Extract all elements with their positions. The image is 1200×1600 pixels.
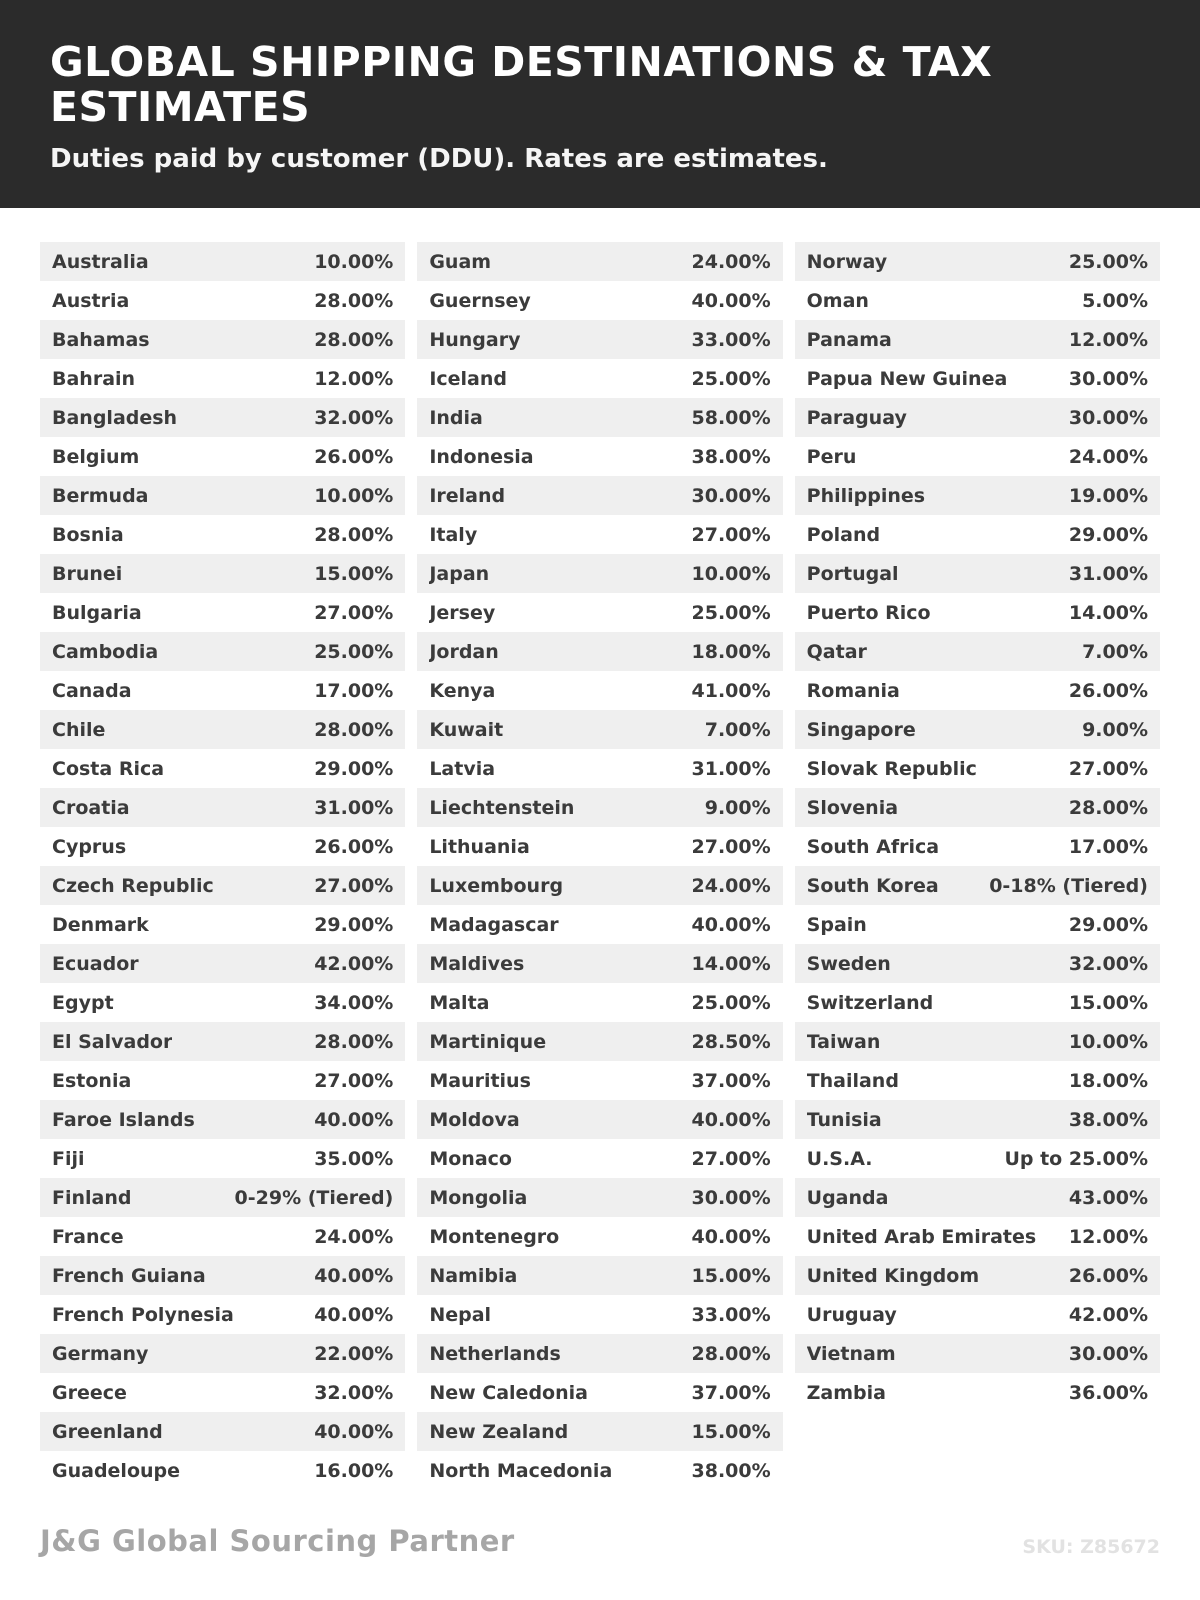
country-label: Slovak Republic <box>806 757 977 780</box>
country-label: Portugal <box>806 562 899 585</box>
rate-value: 40.00% <box>691 913 771 936</box>
table-row <box>417 1022 782 1061</box>
country-label: Brunei <box>52 562 123 585</box>
rate-value: 40.00% <box>314 1303 394 1326</box>
country-label: French Polynesia <box>52 1303 234 1326</box>
rate-value: 37.00% <box>691 1069 771 1092</box>
rate-column-3 <box>795 242 1160 1490</box>
rate-value: 34.00% <box>314 991 394 1014</box>
country-label: Nepal <box>429 1303 492 1326</box>
country-label: Vietnam <box>806 1342 896 1365</box>
table-row <box>795 1334 1160 1373</box>
table-row <box>795 242 1160 281</box>
table-row <box>417 710 782 749</box>
table-row <box>795 866 1160 905</box>
rate-value: 26.00% <box>1068 679 1148 702</box>
rate-value: 28.00% <box>314 523 394 546</box>
table-row <box>417 1412 782 1451</box>
table-row <box>795 281 1160 320</box>
brand-name: J&G Global Sourcing Partner <box>40 1524 515 1558</box>
rate-value: 24.00% <box>691 250 771 273</box>
country-label: Uganda <box>806 1186 889 1209</box>
table-row <box>40 749 405 788</box>
country-label: Ireland <box>429 484 506 507</box>
table-row <box>40 398 405 437</box>
country-label: Iceland <box>429 367 508 390</box>
rate-value: 26.00% <box>1068 1264 1148 1287</box>
rate-value: 19.00% <box>1068 484 1148 507</box>
table-row <box>417 905 782 944</box>
country-label: Faroe Islands <box>52 1108 195 1131</box>
rate-value: 41.00% <box>691 679 771 702</box>
country-label: Belgium <box>52 445 140 468</box>
table-row <box>795 749 1160 788</box>
table-row <box>417 515 782 554</box>
rate-value: 0-29% (Tiered) <box>234 1186 394 1209</box>
country-label: Jordan <box>429 640 499 663</box>
country-label: Bosnia <box>52 523 124 546</box>
table-row <box>417 944 782 983</box>
table-row <box>40 320 405 359</box>
country-label: Guam <box>429 250 492 273</box>
rate-column-2 <box>417 242 782 1490</box>
table-row <box>795 632 1160 671</box>
country-label: Peru <box>806 445 857 468</box>
table-row <box>417 242 782 281</box>
rate-value: 27.00% <box>314 874 394 897</box>
country-label: Bermuda <box>52 484 149 507</box>
table-row <box>40 671 405 710</box>
table-row <box>795 359 1160 398</box>
country-label: Chile <box>52 718 106 741</box>
country-label: Guernsey <box>429 289 531 312</box>
country-label: Slovenia <box>806 796 899 819</box>
table-row <box>417 593 782 632</box>
table-row <box>40 476 405 515</box>
country-label: Moldova <box>429 1108 520 1131</box>
table-row <box>417 1256 782 1295</box>
table-row <box>40 1100 405 1139</box>
country-label: Paraguay <box>806 406 907 429</box>
rate-value: 28.00% <box>314 328 394 351</box>
country-label: Fiji <box>52 1147 85 1170</box>
table-row <box>40 1412 405 1451</box>
rate-value: 27.00% <box>314 601 394 624</box>
table-row <box>417 983 782 1022</box>
table-row <box>795 983 1160 1022</box>
country-label: Greenland <box>52 1420 163 1443</box>
country-label: Taiwan <box>806 1030 881 1053</box>
country-label: Italy <box>429 523 478 546</box>
rate-value: 25.00% <box>691 601 771 624</box>
rate-value: 38.00% <box>691 1459 771 1482</box>
table-row <box>417 320 782 359</box>
table-row <box>795 671 1160 710</box>
rate-value: 29.00% <box>1068 913 1148 936</box>
country-label: Greece <box>52 1381 127 1404</box>
footer <box>40 1524 1160 1558</box>
rate-value: 40.00% <box>691 289 771 312</box>
table-row <box>417 359 782 398</box>
rate-value: 15.00% <box>691 1264 771 1287</box>
table-row <box>40 1178 405 1217</box>
rate-value: 40.00% <box>314 1108 394 1131</box>
table-row <box>40 554 405 593</box>
country-label: Austria <box>52 289 130 312</box>
country-label: Ecuador <box>52 952 139 975</box>
rate-value: 38.00% <box>691 445 771 468</box>
table-row <box>417 1061 782 1100</box>
rate-value: 31.00% <box>314 796 394 819</box>
rate-value: 28.00% <box>1068 796 1148 819</box>
table-row <box>417 1451 782 1490</box>
country-label: United Kingdom <box>806 1264 980 1287</box>
table-row <box>40 827 405 866</box>
country-label: Qatar <box>806 640 867 663</box>
page-subtitle: Duties paid by customer (DDU). Rates are estimates. <box>50 144 828 175</box>
table-row <box>40 242 405 281</box>
table-row <box>40 632 405 671</box>
country-label: Latvia <box>429 757 496 780</box>
country-label: Germany <box>52 1342 149 1365</box>
country-label: Zambia <box>806 1381 886 1404</box>
table-row <box>417 476 782 515</box>
table-row <box>40 515 405 554</box>
rate-value: 24.00% <box>1068 445 1148 468</box>
page-title: GLOBAL SHIPPING DESTINATIONS & TAX ESTIMATES <box>50 38 993 132</box>
rate-value: 30.00% <box>691 1186 771 1209</box>
table-row <box>40 1451 405 1490</box>
table-row <box>417 788 782 827</box>
rate-column-1 <box>40 242 405 1490</box>
country-label: Namibia <box>429 1264 518 1287</box>
rate-value: 17.00% <box>1068 835 1148 858</box>
rate-value: 31.00% <box>691 757 771 780</box>
country-label: Bangladesh <box>52 406 178 429</box>
table-row <box>795 593 1160 632</box>
table-row <box>795 827 1160 866</box>
country-label: Denmark <box>52 913 149 936</box>
rates-table <box>0 208 1200 1490</box>
rate-value: 29.00% <box>314 757 394 780</box>
country-label: Bahamas <box>52 328 150 351</box>
country-label: South Korea <box>806 874 939 897</box>
rate-value: 43.00% <box>1068 1186 1148 1209</box>
country-label: India <box>429 406 483 429</box>
rate-value: 32.00% <box>314 406 394 429</box>
country-label: Thailand <box>806 1069 899 1092</box>
table-row <box>40 983 405 1022</box>
country-label: Mauritius <box>429 1069 531 1092</box>
country-label: Mongolia <box>429 1186 528 1209</box>
table-row <box>40 1373 405 1412</box>
country-label: Oman <box>806 289 869 312</box>
rate-value: 7.00% <box>1082 640 1148 663</box>
country-label: South Africa <box>806 835 940 858</box>
table-row <box>795 1295 1160 1334</box>
rate-value: 25.00% <box>691 367 771 390</box>
rate-value: 14.00% <box>691 952 771 975</box>
rate-value: 40.00% <box>314 1420 394 1443</box>
rate-value: 28.00% <box>314 1030 394 1053</box>
country-label: Liechtenstein <box>429 796 575 819</box>
rate-value: 29.00% <box>1068 523 1148 546</box>
table-row <box>40 1217 405 1256</box>
rate-value: 5.00% <box>1082 289 1148 312</box>
table-row <box>417 554 782 593</box>
country-label: Jersey <box>429 601 496 624</box>
country-label: Panama <box>806 328 892 351</box>
rate-value: 10.00% <box>691 562 771 585</box>
table-row <box>795 1256 1160 1295</box>
country-label: Finland <box>52 1186 132 1209</box>
country-label: El Salvador <box>52 1030 173 1053</box>
country-label: Spain <box>806 913 867 936</box>
rate-value: 28.00% <box>314 289 394 312</box>
country-label: Egypt <box>52 991 114 1014</box>
rate-value: 14.00% <box>1068 601 1148 624</box>
table-row <box>417 827 782 866</box>
rate-value: 18.00% <box>691 640 771 663</box>
table-row <box>417 1217 782 1256</box>
table-row <box>417 1100 782 1139</box>
table-row <box>417 866 782 905</box>
table-row <box>40 788 405 827</box>
rate-value: 9.00% <box>1082 718 1148 741</box>
table-row <box>417 1139 782 1178</box>
table-row <box>795 788 1160 827</box>
country-label: Kenya <box>429 679 496 702</box>
country-label: France <box>52 1225 124 1248</box>
rate-value: 24.00% <box>314 1225 394 1248</box>
rate-value: 15.00% <box>691 1420 771 1443</box>
country-label: Malta <box>429 991 490 1014</box>
table-row <box>795 398 1160 437</box>
table-row <box>40 1334 405 1373</box>
rate-value: 9.00% <box>704 796 771 819</box>
rate-value: 10.00% <box>314 250 394 273</box>
rate-value: 26.00% <box>314 445 394 468</box>
country-label: Estonia <box>52 1069 132 1092</box>
country-label: French Guiana <box>52 1264 206 1287</box>
country-label: Philippines <box>806 484 926 507</box>
country-label: Cambodia <box>52 640 159 663</box>
country-label: Maldives <box>429 952 525 975</box>
table-row <box>795 437 1160 476</box>
rate-value: 12.00% <box>1068 328 1148 351</box>
rate-value: 26.00% <box>314 835 394 858</box>
rate-value: 42.00% <box>1068 1303 1148 1326</box>
rate-value: 30.00% <box>1068 367 1148 390</box>
table-row <box>417 632 782 671</box>
rate-value: 25.00% <box>314 640 394 663</box>
rate-value: 32.00% <box>1068 952 1148 975</box>
country-label: Martinique <box>429 1030 547 1053</box>
country-label: Cyprus <box>52 835 127 858</box>
table-row <box>417 281 782 320</box>
rate-value: 38.00% <box>1068 1108 1148 1131</box>
country-label: Canada <box>52 679 132 702</box>
table-row <box>795 1022 1160 1061</box>
country-label: Indonesia <box>429 445 534 468</box>
table-row <box>40 1256 405 1295</box>
table-row <box>795 554 1160 593</box>
table-row <box>795 1178 1160 1217</box>
country-label: Costa Rica <box>52 757 165 780</box>
country-label: Guadeloupe <box>52 1459 181 1482</box>
rate-value: 33.00% <box>691 328 771 351</box>
table-row <box>40 359 405 398</box>
table-row <box>795 1217 1160 1256</box>
table-row <box>40 437 405 476</box>
country-label: Bahrain <box>52 367 136 390</box>
table-row <box>417 1373 782 1412</box>
header-banner <box>0 0 1200 208</box>
table-row <box>417 437 782 476</box>
rate-value: 40.00% <box>691 1225 771 1248</box>
country-label: Puerto Rico <box>806 601 931 624</box>
country-label: Czech Republic <box>52 874 214 897</box>
country-label: Romania <box>806 679 900 702</box>
rate-value: Up to 25.00% <box>1004 1147 1148 1170</box>
country-label: Monaco <box>429 1147 512 1170</box>
rate-value: 58.00% <box>691 406 771 429</box>
table-row <box>417 1295 782 1334</box>
country-label: Croatia <box>52 796 130 819</box>
country-label: Lithuania <box>429 835 530 858</box>
table-row <box>40 866 405 905</box>
rate-value: 27.00% <box>314 1069 394 1092</box>
country-label: Montenegro <box>429 1225 560 1248</box>
country-label: Uruguay <box>806 1303 897 1326</box>
country-label: Papua New Guinea <box>806 367 1008 390</box>
rate-value: 10.00% <box>1068 1030 1148 1053</box>
country-label: United Arab Emirates <box>806 1225 1037 1248</box>
table-row <box>795 320 1160 359</box>
table-row <box>795 476 1160 515</box>
table-row <box>40 905 405 944</box>
country-label: Japan <box>429 562 490 585</box>
rate-value: 27.00% <box>691 523 771 546</box>
country-label: Tunisia <box>806 1108 882 1131</box>
table-row <box>417 1334 782 1373</box>
rate-value: 32.00% <box>314 1381 394 1404</box>
country-label: New Zealand <box>429 1420 569 1443</box>
country-label: Norway <box>806 250 888 273</box>
table-row <box>40 710 405 749</box>
table-row <box>40 1139 405 1178</box>
rate-value: 30.00% <box>1068 406 1148 429</box>
table-row <box>40 1295 405 1334</box>
country-label: Australia <box>52 250 149 273</box>
table-row <box>40 593 405 632</box>
table-row <box>795 515 1160 554</box>
sku-label: SKU: Z85672 <box>1022 1536 1160 1558</box>
country-label: Poland <box>806 523 881 546</box>
rate-value: 40.00% <box>691 1108 771 1131</box>
table-row <box>40 281 405 320</box>
table-row <box>795 1100 1160 1139</box>
table-row <box>40 944 405 983</box>
table-row <box>795 710 1160 749</box>
rate-value: 28.00% <box>314 718 394 741</box>
rate-value: 27.00% <box>691 1147 771 1170</box>
rate-value: 25.00% <box>691 991 771 1014</box>
country-label: Luxembourg <box>429 874 564 897</box>
rate-value: 36.00% <box>1068 1381 1148 1404</box>
rate-value: 40.00% <box>314 1264 394 1287</box>
rate-value: 25.00% <box>1068 250 1148 273</box>
rate-value: 18.00% <box>1068 1069 1148 1092</box>
rate-value: 28.50% <box>691 1030 771 1053</box>
table-row <box>795 944 1160 983</box>
rate-value: 37.00% <box>691 1381 771 1404</box>
rate-value: 12.00% <box>1068 1225 1148 1248</box>
country-label: Singapore <box>806 718 916 741</box>
country-label: New Caledonia <box>429 1381 588 1404</box>
table-row <box>795 1373 1160 1412</box>
table-row <box>795 905 1160 944</box>
rate-value: 22.00% <box>314 1342 394 1365</box>
country-label: U.S.A. <box>806 1147 873 1170</box>
rate-value: 27.00% <box>1068 757 1148 780</box>
country-label: Hungary <box>429 328 521 351</box>
rate-value: 7.00% <box>704 718 771 741</box>
rate-value: 12.00% <box>314 367 394 390</box>
rate-value: 10.00% <box>314 484 394 507</box>
rate-value: 17.00% <box>314 679 394 702</box>
rate-value: 33.00% <box>691 1303 771 1326</box>
table-row <box>795 1139 1160 1178</box>
rate-value: 30.00% <box>691 484 771 507</box>
rate-value: 27.00% <box>691 835 771 858</box>
table-row <box>40 1061 405 1100</box>
rate-value: 31.00% <box>1068 562 1148 585</box>
rate-value: 35.00% <box>314 1147 394 1170</box>
country-label: Sweden <box>806 952 891 975</box>
country-label: Switzerland <box>806 991 934 1014</box>
table-row <box>417 749 782 788</box>
country-label: Netherlands <box>429 1342 561 1365</box>
rate-value: 0-18% (Tiered) <box>989 874 1148 897</box>
rate-value: 30.00% <box>1068 1342 1148 1365</box>
table-row <box>40 1022 405 1061</box>
rate-value: 29.00% <box>314 913 394 936</box>
rate-value: 16.00% <box>314 1459 394 1482</box>
table-row <box>417 398 782 437</box>
rate-value: 15.00% <box>1068 991 1148 1014</box>
table-row <box>417 1178 782 1217</box>
country-label: North Macedonia <box>429 1459 613 1482</box>
rate-value: 42.00% <box>314 952 394 975</box>
country-label: Kuwait <box>429 718 504 741</box>
country-label: Bulgaria <box>52 601 142 624</box>
rate-value: 15.00% <box>314 562 394 585</box>
rate-value: 24.00% <box>691 874 771 897</box>
table-row <box>795 1061 1160 1100</box>
rate-value: 28.00% <box>691 1342 771 1365</box>
country-label: Madagascar <box>429 913 559 936</box>
table-row <box>417 671 782 710</box>
